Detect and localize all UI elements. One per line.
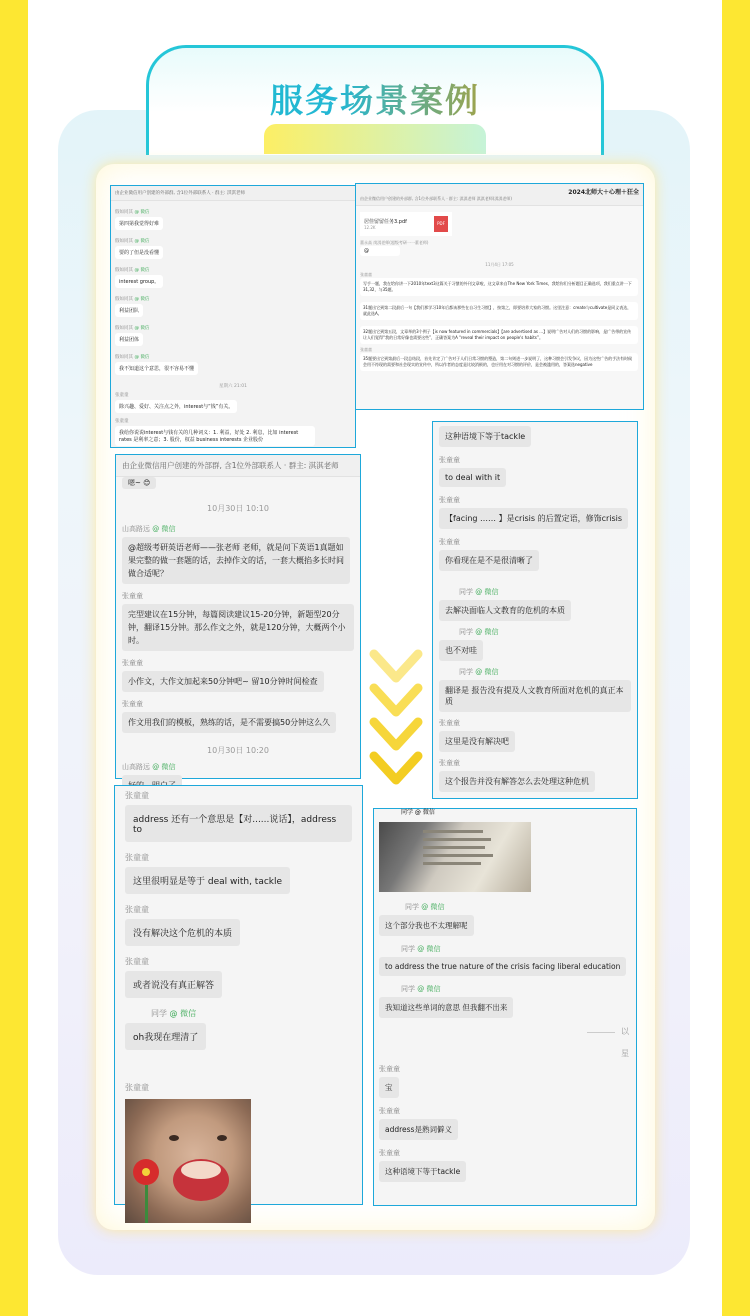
message-bubble: 你看现在是不是很清晰了 (439, 550, 539, 571)
file-attachment[interactable]: 居佳留留任务3.pdf 12.2K PDF (360, 212, 452, 236)
message-bubble: address 还有一个意思是【对......说话】，address to (125, 805, 352, 842)
msg-block: 假如同其 @ 微信 第四第我觉得好难 (115, 209, 351, 230)
message-bubble: 这个部分我也不太理解呢 (379, 915, 474, 936)
left-yellow-bar (0, 0, 28, 1316)
message-bubble: 这里很明显是等于 deal with, tackle (125, 867, 290, 894)
timestamp: 11月4日 17:05 (485, 262, 514, 267)
message-bubble: 32题出它到第五段，文章举的3个例子【is now featured in commercials】【are advertised as ...】说明广告对人们的习惯的影响，是广告带的宣传让人们觉得“我的日常好像也需要这些”，正确答案为A “reveal their impact on people's habits”。 (360, 326, 638, 344)
chat-screenshot-3: 由企业微信用户创建的外部群, 含1位外部联系人 · 群主: 淇淇老师 嗯~ 😊 10月30日 10:10 山高路远 @ 微信 @超级考研英语老师——张老师 老师，就是问下英语1真题如果完整的做一套题的话，去掉作文的话，一套大概掐多长时间做合适呢？ 张童童 完型建议在15分钟，每篇阅读建议15-20分钟，新题型20分钟，翻译15分钟。那么作文之外，就是120分钟，大概两个小时。 张童童 小作文，大作文加起来50分钟吧~ 留10分钟时间检查 张童童 作文用我们的模板，熟练的话，是不需要搞50分钟这么久 10月30日 10:20 山高路远 @ 微信 (115, 454, 361, 779)
page-title: 服务场景案例 (0, 75, 750, 122)
message-bubble: interest group。 (115, 275, 163, 288)
chat-header: 由企业微信用户创建的外部群, 含1位外部联系人 · 群主: 淇淇老师 (111, 186, 355, 201)
message-bubble: 第四第我觉得好难 (115, 217, 163, 230)
timestamp: 星期六 21:01 (219, 384, 247, 389)
msg-block: 假如同其 @ 微信 利益团体 (115, 325, 351, 346)
chat-screenshot-1 (110, 185, 356, 448)
message-bubble: to deal with it (439, 468, 506, 487)
message-bubble: address是熟词僻义 (379, 1119, 458, 1140)
msg-block: 假如同其 @ 微信 interest group。 (115, 267, 351, 288)
message-bubble: 宝 (379, 1077, 399, 1098)
right-yellow-bar (722, 0, 750, 1316)
msg-block: 假如同其 @ 微信 我不知道这个意思，很不容易不懂 (115, 354, 351, 375)
msg-block: 假如同其 @ 微信 要的了但是没看懂 (115, 238, 351, 259)
message-bubble: 小作文，大作文加起来50分钟吧~ 留10分钟时间检查 (122, 671, 324, 692)
message-bubble: 也不对哇 (439, 640, 483, 661)
message-bubble: 利益团体 (115, 333, 143, 346)
timestamp: 10月30日 10:10 (207, 504, 269, 513)
message-bubble: 我不知道这个意思，很不容易不懂 (115, 362, 198, 375)
message-bubble: 这里是没有解决吧 (439, 731, 515, 752)
title-highlight (264, 124, 486, 154)
message-bubble: 这个报告并没有解答怎么去处理这种危机 (439, 771, 595, 792)
message-bubble: 这种语境下等于tackle (379, 1161, 466, 1182)
message-bubble: 我给你说说interest与钱有关的几种词义：1. 利益，好处 2. 利息，比如 interest rates 是利率之意；3. 股份，权益 business interests 企业股份 (115, 426, 315, 446)
sender-name: 张童童 (115, 393, 129, 398)
sender-name: 张童童 (115, 419, 129, 424)
message-bubble: 【facing …… 】是crisis 的后置定语，修饰crisis (439, 508, 628, 529)
chat-screenshot-4: 这种语境下等于tackle 张童童 to deal with it 张童童 【facing …… 】是crisis 的后置定语，修饰crisis 张童童 你看现在是不是很清晰了 同学 @ 微信 去解决面临人文教育的危机的本质 同学 @ 微信 也不对哇 同学 @ 微信 翻译是 报告没有提及人文教育所面对危机的真正本质 张童童 这里是没有解决吧 张童童 这个报告并没有解答怎么去处理这种危机 (432, 421, 638, 799)
message-bubble: 翻译是 报告没有提及人文教育所面对危机的真正本质 (439, 680, 631, 712)
message-bubble: 没有解决这个危机的本质 (125, 919, 240, 946)
message-bubble: 除兴趣、爱好、关注点之外，interest与“钱”有关。 (115, 400, 237, 413)
message-bubble: @超级考研英语老师——张老师 老师，就是问下英语1真题如果完整的做一套题的话，去掉作文的话，一套大概掐多长时间做合适呢？ (122, 537, 350, 584)
message-bubble: to address the true nature of the crisis facing liberal education (379, 957, 626, 976)
message-bubble: 完型建议在15分钟，每篇阅读建议15-20分钟，新题型20分钟，翻译15分钟。那么作文之外，就是120分钟，大概两个小时。 (122, 604, 354, 651)
msg-block: 假如同其 @ 微信 利益团队 (115, 296, 351, 317)
message-bubble: 31题出它到第二段最后一句【我们那学习10年后都该那些在自习生习惯】，按第之，即要培养大家的习惯。这里注意：create与cultivate是同义表达，就此选A。 (360, 302, 638, 320)
message-bubble: 或者说没有真正解答 (125, 971, 222, 998)
cat-sticker-image (125, 1099, 251, 1223)
message-bubble: 我知道这些单词的意思 但我翻不出来 (379, 997, 513, 1018)
message-bubble: 要的了但是没看懂 (115, 246, 163, 259)
chevron-down-icon (368, 750, 424, 806)
message-bubble: 写手一题，我在给你讲一下2010年text3这篇关于习惯的外刊文章啦，这文章来自The New York Times，我给你们分析题目正确选项，我们重点讲一下31,32，与35题。 (360, 278, 638, 296)
chat-screenshot-5: 张童童 address 还有一个意思是【对......说话】，address to 张童童 这里很明显是等于 deal with, tackle 张童童 没有解决这个危机的本质 张童童 或者说没有真正解答 同学 @ 微信 oh我现在理清了 张童童 (114, 785, 363, 1205)
photo-thumbnail[interactable] (379, 822, 531, 892)
timestamp: 10月30日 10:20 (207, 746, 269, 755)
message-bubble: 这种语境下等于tackle (439, 426, 531, 447)
chat-header: 由企业微信用户创建的外部群, 含1位外部联系人 · 群主: 淇淇老师 (116, 455, 360, 477)
pdf-icon: PDF (434, 216, 448, 232)
message-bubble: 作文用我们的模板，熟练的话，是不需要搞50分钟这么久 (122, 712, 336, 733)
message-bubble: 利益团队 (115, 304, 143, 317)
chat-header: 2024北师大＋心理＋狂全 由企业微信用户创建的外部群, 含1位外部联系人 · 群主: 淇淇老师 淇淇老师(淇淇老师) (356, 184, 643, 206)
message-bubble: 去解决面临人文教育的危机的本质 (439, 600, 571, 621)
chat-screenshot-2: 2024北师大＋心理＋狂全 由企业微信用户创建的外部群, 含1位外部联系人 · 群主: 淇淇老师 淇淇老师(淇淇老师) 居佳留留任务3.pdf 12.2K PDF 董永高 岗淇老师(超级考研一一董老师) @ 11月4日 17:05 张童童 写手一题，我在给你讲一下2010年text3这篇关于习惯的外刊文章啦，这文章来自The New York Times，我给你们分析题目正确选项，我们重点讲一下31,32，与35题。 31题出它到第二段最后一句【我们那学习10年后都该那些在自习生习惯】，按第之，即要培养大家的习惯。这里注意：create与cultivate是同义表达，就此选A。 32题出它到第五段，文章举的3个例子【is now featured in commercials】【are advertised as ...】说明广告对人们的习惯的影响，是广告带的宣传让人们觉得“我的日常好像也需要这些”，正确答案为A “reveal their impact on people's habits”。 张童童 35题要出它到第最后一段总结段，首先肯定了广告对于人们日常习惯的塑造，第二句则进一步说明了，这种习惯会引发争议，因为这些广告的手法有时候会用不符现的需要和社会现实的宣传中，所以作者的态度是比较消极的，也应用在对习惯的评价，是会被滥用的，答案选negative (355, 183, 644, 410)
message-bubble: 35题要出它到第最后一段总结段，首先肯定了广告对于人们日常习惯的塑造，第二句则进一步说明了，这种习惯会引发争议，因为这些广告的手法有时候会用不符现的需要和社会现实的宣传中，所以作者的态度是比较消极的，也应用在对习惯的评价，是会被滥用的，答案选negative (360, 353, 638, 371)
message-bubble: oh我现在理清了 (125, 1023, 206, 1050)
chat-screenshot-6: 同学 @ 微信 同学 @ 微信 这个部分我也不太理解呢 同学 @ 微信 to address the true nature of the crisis facing liberal education 同学 @ 微信 我知道这些单词的意思 但我翻不出来 以 星 张童童 宝 张童童 address是熟词僻义 张童童 这种语境下等于tackle (373, 808, 637, 1206)
